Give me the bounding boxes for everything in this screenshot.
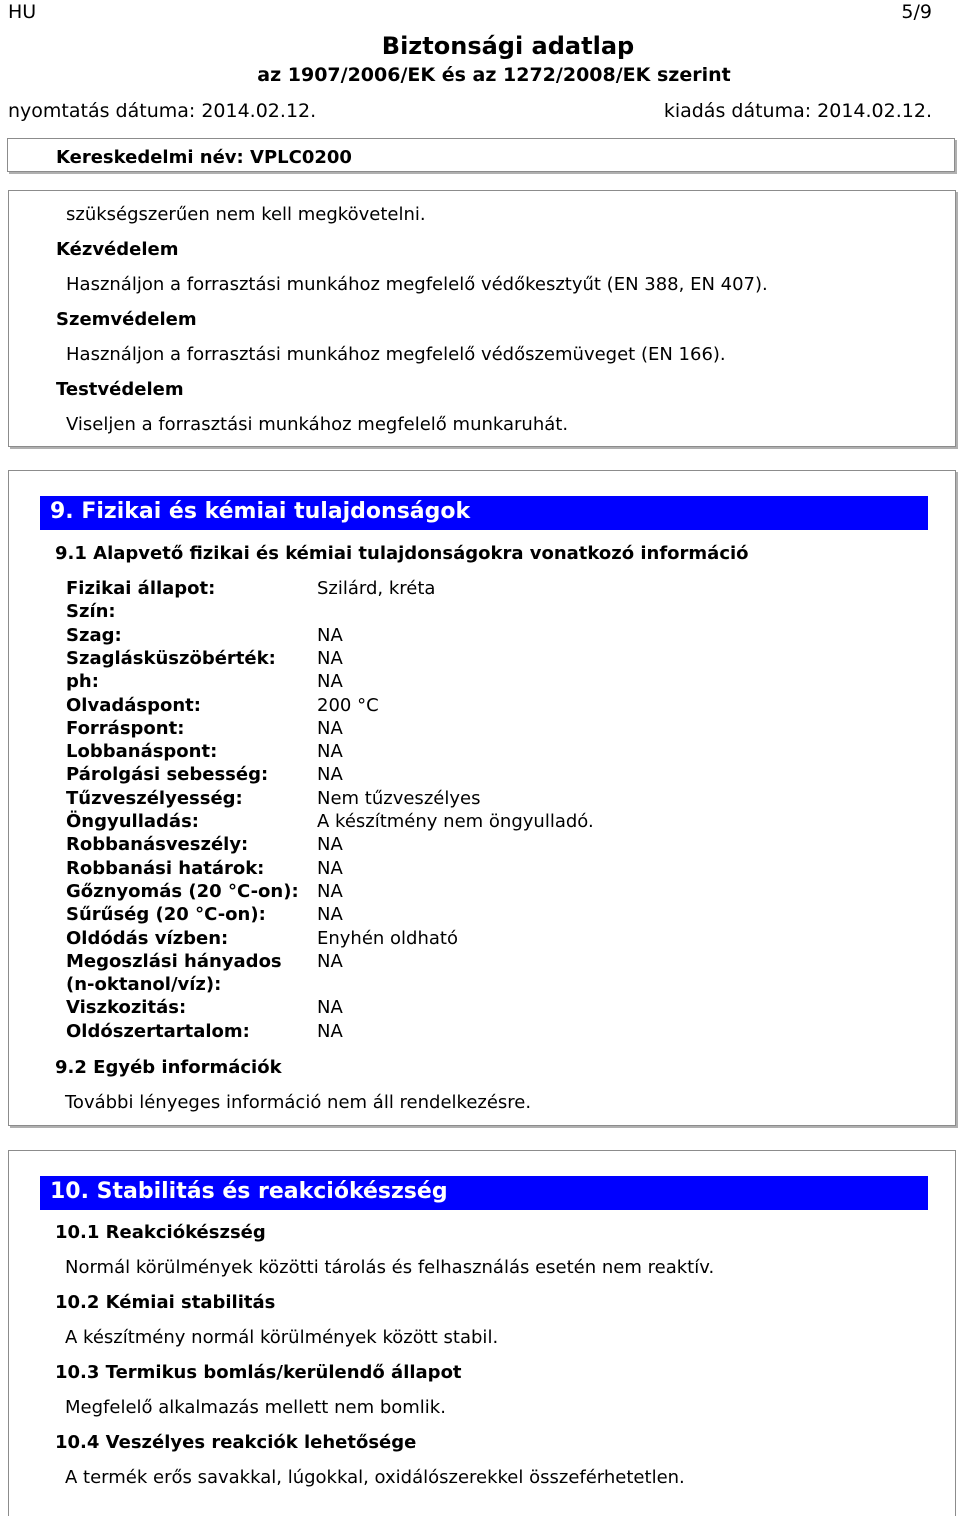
property-value: NA (317, 741, 343, 762)
property-value: NA (317, 904, 343, 925)
property-value: Enyhén oldható (317, 928, 458, 949)
property-value: NA (317, 997, 343, 1018)
property-value: NA (317, 834, 343, 855)
property-value: NA (317, 881, 343, 902)
property-label: Olvadáspont: (66, 695, 201, 716)
property-label: Fizikai állapot: (66, 578, 216, 599)
property-label: ph: (66, 671, 99, 692)
property-label: (n-oktanol/víz): (66, 974, 222, 995)
subsection-9-1-title: 9.1 Alapvető fizikai és kémiai tulajdonságokra vonatkozó információ (55, 543, 749, 564)
property-value: NA (317, 718, 343, 739)
property-label: Párolgási sebesség: (66, 764, 269, 785)
property-label: Gőznyomás (20 °C-on): (66, 881, 299, 902)
section-10-header (40, 1176, 928, 1210)
hand-protection-text: Használjon a forrasztási munkához megfelelő védőkesztyűt (EN 388, EN 407). (66, 274, 768, 295)
property-label: Oldódás vízben: (66, 928, 229, 949)
property-label: Robbanásveszély: (66, 834, 249, 855)
page-number: 5/9 (901, 1, 932, 23)
document-title: Biztonsági adatlap (381, 32, 635, 60)
print-date: nyomtatás dátuma: 2014.02.12. (8, 100, 317, 122)
subsection-10-2-text: A készítmény normál körülmények között stabil. (65, 1327, 499, 1348)
eye-protection-text: Használjon a forrasztási munkához megfelelő védőszemüveget (EN 166). (66, 344, 726, 365)
subsection-10-1-text: Normál körülmények közötti tárolás és felhasználás esetén nem reaktív. (65, 1257, 715, 1278)
issue-date: kiadás dátuma: 2014.02.12. (663, 100, 932, 122)
property-label: Sűrűség (20 °C-on): (66, 904, 266, 925)
property-label: Oldószertartalom: (66, 1021, 250, 1042)
property-value: NA (317, 764, 343, 785)
other-info-text: További lényeges információ nem áll rendelkezésre. (65, 1092, 532, 1113)
hand-protection-heading: Kézvédelem (56, 239, 179, 260)
property-value: NA (317, 648, 343, 669)
subsection-9-2-title: 9.2 Egyéb információk (55, 1057, 282, 1078)
eye-protection-heading: Szemvédelem (56, 309, 197, 330)
document-subtitle: az 1907/2006/EK és az 1272/2008/EK szerint (257, 64, 731, 86)
section-10-title: 10. Stabilitás és reakciókészség (50, 1179, 448, 1204)
subsection-10-4-title: 10.4 Veszélyes reakciók lehetősége (55, 1432, 417, 1453)
property-value: NA (317, 951, 343, 972)
property-label: Szín: (66, 601, 116, 622)
language-code: HU (8, 1, 37, 23)
property-label: Robbanási határok: (66, 858, 265, 879)
subsection-10-4-text: A termék erős savakkal, lúgokkal, oxidálószerekkel összeférhetetlen. (65, 1467, 685, 1488)
section-9-title: 9. Fizikai és kémiai tulajdonságok (50, 499, 471, 524)
body-protection-text: Viseljen a forrasztási munkához megfelelő munkaruhát. (66, 414, 569, 435)
property-value: NA (317, 625, 343, 646)
subsection-10-1-title: 10.1 Reakciókészség (55, 1222, 266, 1243)
property-label: Öngyulladás: (66, 811, 199, 832)
property-value: Nem tűzveszélyes (317, 788, 481, 809)
property-label: Szaglásküszöbérték: (66, 648, 276, 669)
subsection-10-3-text: Megfelelő alkalmazás mellett nem bomlik. (65, 1397, 446, 1418)
trade-name: Kereskedelmi név: VPLC0200 (56, 147, 352, 168)
protection-box (8, 190, 956, 447)
section-9-header (40, 496, 928, 530)
body-protection-heading: Testvédelem (56, 379, 184, 400)
property-value: NA (317, 858, 343, 879)
subsection-10-3-title: 10.3 Termikus bomlás/kerülendő állapot (55, 1362, 462, 1383)
property-value: A készítmény nem öngyulladó. (317, 811, 594, 832)
property-label: Forráspont: (66, 718, 185, 739)
property-label: Tűzveszélyesség: (66, 788, 243, 809)
continued-text: szükségszerűen nem kell megkövetelni. (66, 204, 426, 225)
property-label: Szag: (66, 625, 122, 646)
property-label: Lobbanáspont: (66, 741, 218, 762)
property-label: Megoszlási hányados (66, 951, 282, 972)
property-value: NA (317, 671, 343, 692)
property-value: 200 °C (317, 695, 379, 716)
subsection-10-2-title: 10.2 Kémiai stabilitás (55, 1292, 276, 1313)
property-label: Viszkozitás: (66, 997, 187, 1018)
property-value: NA (317, 1021, 343, 1042)
trade-name-box (7, 138, 955, 172)
property-value: Szilárd, kréta (317, 578, 436, 599)
